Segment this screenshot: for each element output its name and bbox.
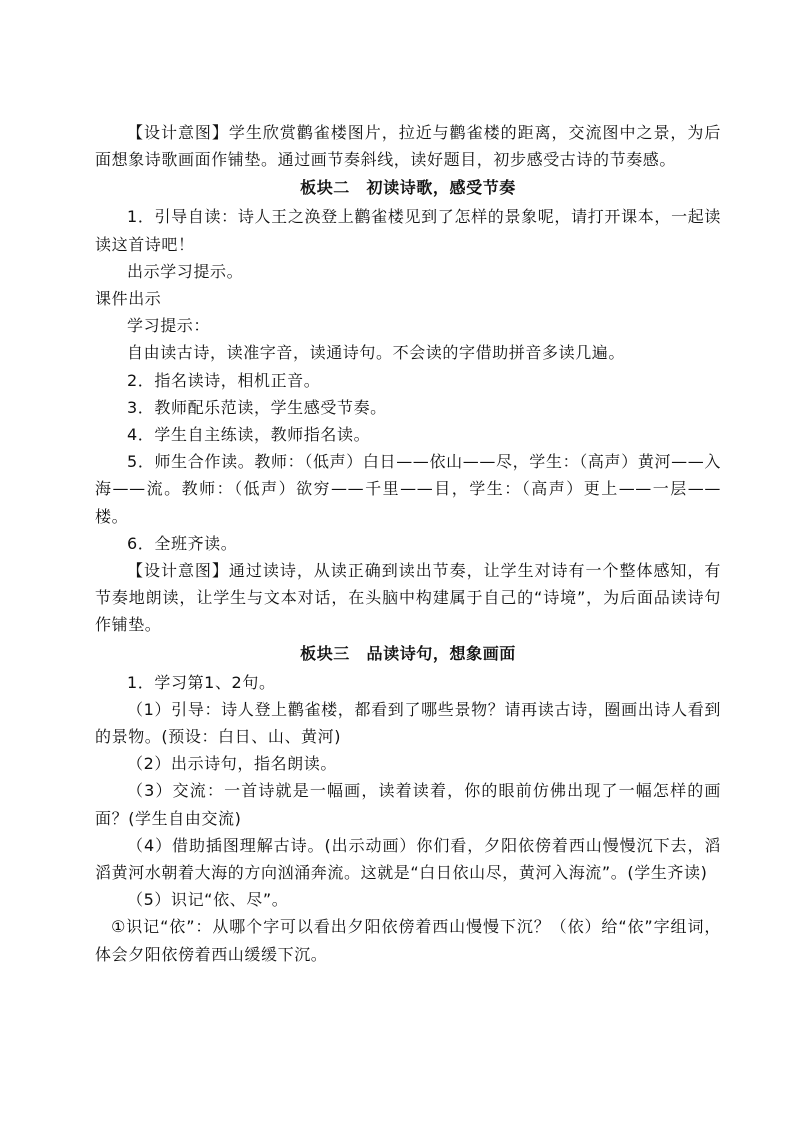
- sub-step-5-paragraph: （5）识记“依、尽”。: [127, 890, 289, 910]
- sub-step-1-paragraph: （1）引导：诗人登上鹳雀楼，都看到了哪些景物？请再读古诗，圈画出诗人看到的景物。(预设：白日、山、黄河): [95, 699, 721, 747]
- remember-yi-paragraph: ①识记“依”：从哪个字可以看出夕阳依傍着西山慢慢下沉？（依）给“依”字组词，体会夕阳依傍着西山缓缓下沉。: [95, 917, 721, 964]
- section-heading-3: 板块三 品读诗句，想象画面: [300, 643, 516, 663]
- sub-step-3-paragraph: （3）交流：一首诗就是一幅画，读着读着，你的眼前仿佛出现了一幅怎样的画面？(学生自由交流): [95, 781, 721, 828]
- show-prompt-paragraph: 出示学习提示。: [127, 261, 244, 281]
- document-page: [95, 119, 721, 968]
- step-1-paragraph: 1．引导自读：诗人王之涣登上鹳雀楼见到了怎样的景象呢，请打开课本，一起读读这首诗吧！: [95, 207, 721, 254]
- section-heading-2: 板块二 初读诗歌，感受节奏: [300, 178, 516, 198]
- sub-step-4-paragraph: （4）借助插图理解古诗。(出示动画）你们看，夕阳依傍着西山慢慢沉下去，滔滔黄河水朝着大海的方向汹涌奔流。这就是“白日依山尽，黄河入海流”。(学生齐读): [95, 835, 721, 883]
- step-4-paragraph: 4．学生自主练读，教师指名读。: [127, 425, 371, 445]
- step-5-paragraph: 5．师生合作读。教师：（低声）白日——依山——尽，学生：（高声）黄河——入海——流。教师：（低声）欲穷——千里——目，学生：（高声）更上——一层——楼。: [95, 452, 721, 526]
- sub-step-2-paragraph: （2）出示诗句，指名朗读。: [127, 754, 337, 774]
- design-intent-paragraph-1: 【设计意图】学生欣赏鹳雀楼图片，拉近与鹳雀楼的距离，交流图中之景，为后面想象诗歌画面作铺垫。通过画节奏斜线，读好题目，初步感受古诗的节奏感。: [95, 123, 721, 170]
- step-2-paragraph: 2．指名读诗，相机正音。: [127, 370, 321, 390]
- step-6-paragraph: 6．全班齐读。: [127, 533, 238, 553]
- study-prompt-text: 自由读古诗，读准字音，读通诗句。不会读的字借助拼音多读几遍。: [127, 343, 626, 363]
- study-lines-paragraph: 1．学习第1、2句。: [127, 672, 276, 692]
- study-prompt-label: 学习提示：: [127, 316, 211, 336]
- design-intent-paragraph-2: 【设计意图】通过读诗，从读正确到读出节奏，让学生对诗有一个整体感知，有节奏地朗读，让学生与文本对话，在头脑中构建属于自己的“诗境”，为后面品读诗句作铺垫。: [95, 561, 721, 635]
- step-3-paragraph: 3．教师配乐范读，学生感受节奏。: [127, 397, 387, 417]
- courseware-label: 课件出示: [95, 289, 162, 309]
